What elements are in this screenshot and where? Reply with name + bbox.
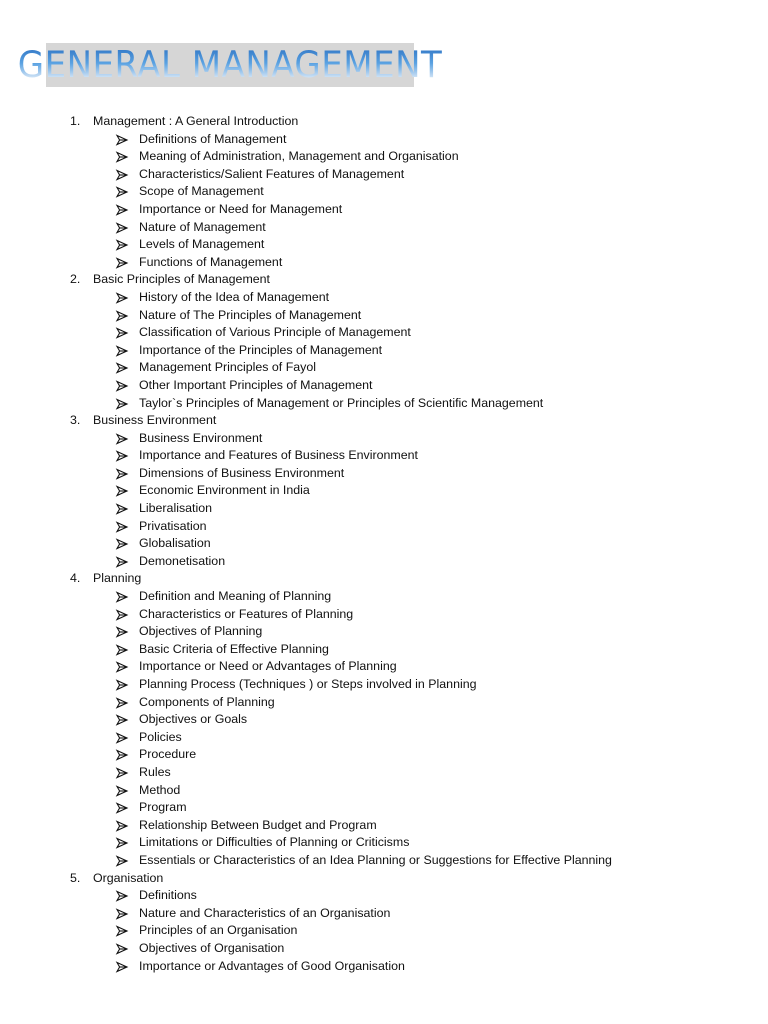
arrowhead-bullet-icon — [116, 838, 128, 848]
section-title: Management : A General Introduction — [93, 114, 299, 128]
section-number: 4. — [70, 571, 81, 586]
arrowhead-bullet-icon — [116, 381, 128, 391]
outline-section — [0, 271, 768, 412]
arrowhead-bullet-icon — [116, 223, 128, 233]
list-item-label: Objectives of Planning — [139, 624, 263, 639]
arrowhead-bullet-icon — [116, 328, 128, 338]
list-item — [0, 905, 768, 923]
list-item — [0, 887, 768, 905]
section-heading — [0, 570, 768, 588]
arrowhead-bullet-icon — [116, 715, 128, 725]
list-item — [0, 940, 768, 958]
list-item-label: Components of Planning — [139, 694, 275, 709]
arrowhead-bullet-icon — [116, 557, 128, 567]
list-item-label: Procedure — [139, 747, 197, 762]
list-item-label: Levels of Management — [139, 237, 265, 252]
arrowhead-bullet-icon — [116, 469, 128, 479]
list-item-label: Privatisation — [139, 518, 207, 533]
list-item — [0, 289, 768, 307]
topic-outline — [0, 113, 768, 975]
outline-section — [0, 113, 768, 271]
section-title: Organisation — [93, 870, 164, 885]
list-item — [0, 623, 768, 641]
list-item — [0, 641, 768, 659]
arrowhead-bullet-icon — [116, 311, 128, 321]
section-heading — [0, 412, 768, 430]
list-item — [0, 694, 768, 712]
arrowhead-bullet-icon — [116, 680, 128, 690]
arrowhead-bullet-icon — [116, 592, 128, 602]
list-item-label: Principles of an Organisation — [139, 923, 298, 938]
list-item — [0, 500, 768, 518]
arrowhead-bullet-icon — [116, 926, 128, 936]
list-item — [0, 553, 768, 571]
list-item — [0, 958, 768, 976]
section-title: Basic Principles of Management — [93, 272, 270, 287]
list-item-label: Definition and Meaning of Planning — [139, 589, 332, 604]
arrowhead-bullet-icon — [116, 363, 128, 373]
arrowhead-bullet-icon — [116, 821, 128, 831]
list-item-label: Basic Criteria of Effective Planning — [139, 641, 329, 656]
list-item-label: Objectives or Goals — [139, 712, 248, 727]
list-item — [0, 764, 768, 782]
list-item — [0, 482, 768, 500]
list-item-label: Nature of The Principles of Management — [139, 307, 362, 322]
list-item-label: Planning Process (Techniques ) or Steps involved in Planning — [139, 677, 477, 691]
list-item — [0, 307, 768, 325]
list-item-label: Definitions — [139, 888, 197, 903]
arrowhead-bullet-icon — [116, 399, 128, 409]
arrowhead-bullet-icon — [116, 944, 128, 954]
list-item — [0, 430, 768, 448]
arrowhead-bullet-icon — [116, 891, 128, 901]
arrowhead-bullet-icon — [116, 645, 128, 655]
section-number: 3. — [70, 413, 81, 428]
arrowhead-bullet-icon — [116, 346, 128, 356]
list-item — [0, 395, 768, 413]
list-item-label: Demonetisation — [139, 553, 226, 568]
list-item-label: Other Important Principles of Management — [139, 377, 373, 392]
list-item-label: Nature and Characteristics of an Organisation — [139, 905, 391, 920]
arrowhead-bullet-icon — [116, 768, 128, 778]
list-item-label: Meaning of Administration, Management and Organisation — [139, 149, 459, 164]
list-item — [0, 817, 768, 835]
arrowhead-bullet-icon — [116, 733, 128, 743]
list-item — [0, 166, 768, 184]
section-number: 2. — [70, 272, 81, 287]
list-item-label: Objectives of Organisation — [139, 940, 285, 955]
arrowhead-bullet-icon — [116, 909, 128, 919]
arrowhead-bullet-icon — [116, 205, 128, 215]
list-item — [0, 834, 768, 852]
arrowhead-bullet-icon — [116, 662, 128, 672]
arrowhead-bullet-icon — [116, 627, 128, 637]
arrowhead-bullet-icon — [116, 187, 128, 197]
list-item-label: Taylor`s Principles of Management or Principles of Scientific Management — [139, 395, 544, 410]
arrowhead-bullet-icon — [116, 610, 128, 620]
title-banner — [17, 43, 443, 87]
section-number: 1. — [70, 114, 81, 128]
section-heading — [0, 870, 768, 888]
list-item — [0, 183, 768, 201]
list-item-label: Definitions of Management — [139, 131, 287, 146]
list-item-label: Importance and Features of Business Environment — [139, 448, 418, 463]
list-item — [0, 676, 768, 694]
arrowhead-bullet-icon — [116, 803, 128, 813]
list-item-label: Importance or Need for Management — [139, 201, 343, 216]
arrowhead-bullet-icon — [116, 522, 128, 532]
list-item-label: Importance or Need or Advantages of Planning — [139, 659, 397, 674]
list-item-label: Nature of Management — [139, 219, 266, 234]
section-number: 5. — [70, 870, 81, 885]
arrowhead-bullet-icon — [116, 698, 128, 708]
list-item — [0, 658, 768, 676]
list-item-label: Characteristics/Salient Features of Management — [139, 166, 405, 181]
list-item-label: Method — [139, 782, 181, 797]
list-item — [0, 254, 768, 272]
section-heading — [0, 113, 768, 131]
list-item — [0, 148, 768, 166]
list-item — [0, 922, 768, 940]
list-item-label: Policies — [139, 729, 182, 744]
list-item-label: Characteristics or Features of Planning — [139, 606, 354, 621]
list-item — [0, 799, 768, 817]
arrowhead-bullet-icon — [116, 152, 128, 162]
list-item-label: Importance or Advantages of Good Organisation — [139, 958, 405, 973]
section-heading — [0, 271, 768, 289]
outline-section — [0, 570, 768, 869]
list-item — [0, 359, 768, 377]
list-item-label: Rules — [139, 764, 171, 779]
list-item — [0, 324, 768, 342]
arrowhead-bullet-icon — [116, 434, 128, 444]
list-item-label: History of the Idea of Management — [139, 289, 330, 304]
outline-section — [0, 412, 768, 570]
list-item-label: Dimensions of Business Environment — [139, 465, 345, 480]
list-item — [0, 729, 768, 747]
arrowhead-bullet-icon — [116, 856, 128, 866]
list-item-label: Scope of Management — [139, 184, 264, 199]
arrowhead-bullet-icon — [116, 504, 128, 514]
list-item — [0, 588, 768, 606]
list-item-label: Limitations or Difficulties of Planning or Criticisms — [139, 835, 410, 850]
list-item — [0, 219, 768, 237]
section-title: Business Environment — [93, 413, 217, 428]
list-item-label: Management Principles of Fayol — [139, 360, 316, 375]
list-item — [0, 377, 768, 395]
arrowhead-bullet-icon — [116, 258, 128, 268]
list-item-label: Essentials or Characteristics of an Idea Planning or Suggestions for Effective Planning — [139, 852, 612, 867]
arrowhead-bullet-icon — [116, 170, 128, 180]
list-item-label: Functions of Management — [139, 254, 283, 269]
arrowhead-bullet-icon — [116, 962, 128, 972]
list-item — [0, 465, 768, 483]
arrowhead-bullet-icon — [116, 240, 128, 250]
document-title: GENERAL MANAGEMENT — [17, 43, 443, 87]
arrowhead-bullet-icon — [116, 293, 128, 303]
section-title: Planning — [93, 571, 142, 586]
arrowhead-bullet-icon — [116, 539, 128, 549]
arrowhead-bullet-icon — [116, 486, 128, 496]
list-item — [0, 518, 768, 536]
arrowhead-bullet-icon — [116, 750, 128, 760]
list-item — [0, 236, 768, 254]
list-item-label: Liberalisation — [139, 501, 213, 516]
list-item — [0, 535, 768, 553]
list-item — [0, 746, 768, 764]
list-item — [0, 342, 768, 360]
list-item — [0, 782, 768, 800]
list-item-label: Program — [139, 800, 187, 815]
list-item-label: Relationship Between Budget and Program — [139, 817, 377, 832]
list-item — [0, 606, 768, 624]
arrowhead-bullet-icon — [116, 135, 128, 145]
list-item-label: Economic Environment in India — [139, 483, 310, 498]
arrowhead-bullet-icon — [116, 786, 128, 796]
arrowhead-bullet-icon — [116, 451, 128, 461]
list-item — [0, 201, 768, 219]
list-item — [0, 711, 768, 729]
list-item-label: Importance of the Principles of Management — [139, 342, 383, 357]
list-item-label: Globalisation — [139, 536, 211, 551]
list-item — [0, 852, 768, 870]
list-item — [0, 447, 768, 465]
list-item-label: Business Environment — [139, 430, 263, 445]
outline-section — [0, 870, 768, 976]
list-item-label: Classification of Various Principle of Management — [139, 325, 411, 340]
list-item — [0, 131, 768, 149]
